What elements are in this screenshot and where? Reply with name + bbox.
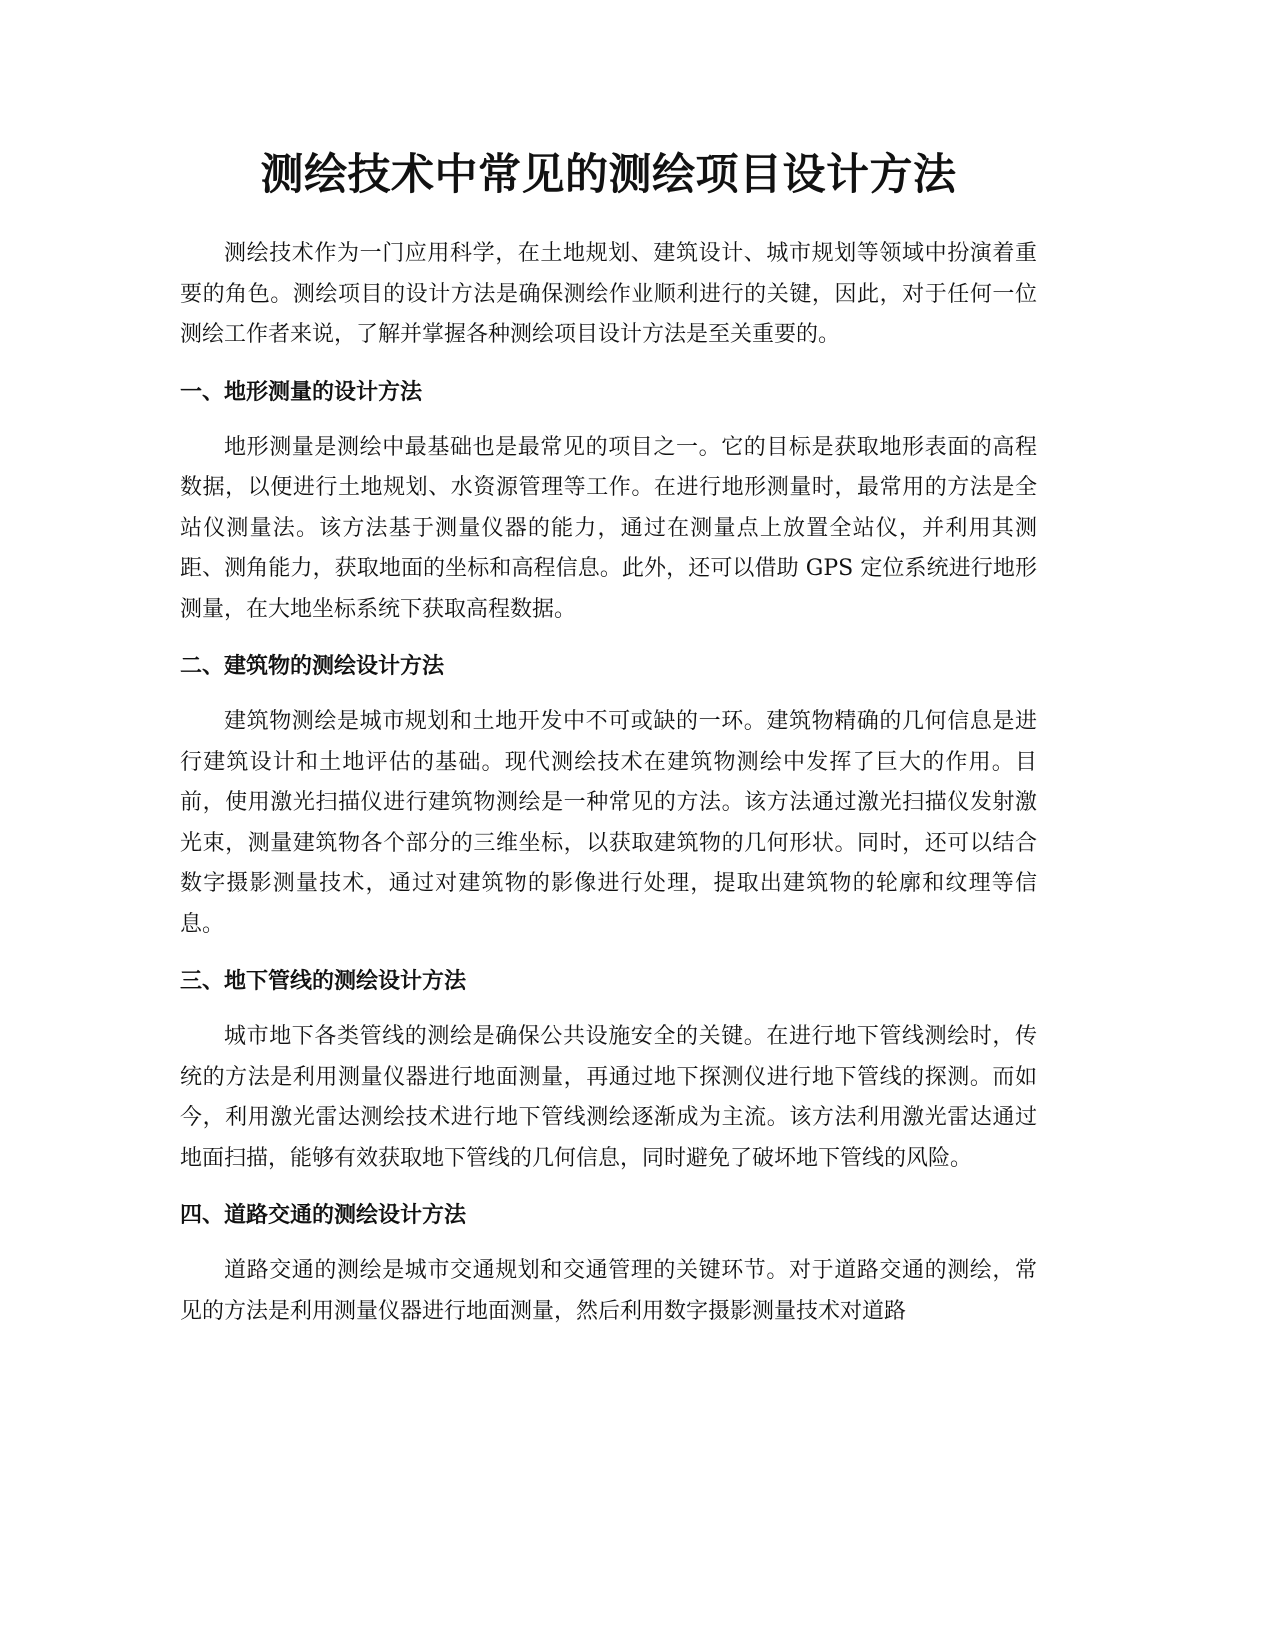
section-2-heading: 二、建筑物的测绘设计方法 (180, 654, 445, 679)
section-1-paragraph: 地形测量是测绘中最基础也是最常见的项目之一。它的目标是获取地形表面的高程数据，以便进行土地规划、水资源管理等工作。在进行地形测量时，最常用的方法是全站仪测量法。该方法基于测量仪器的能力，通过在测量点上放置全站仪，并利用其测距、测角能力，获取地面的坐标和高程信息。此外，还可以借助 GPS 定位系统进行地形测量，在大地坐标系统下获取高程数据。 (180, 434, 1037, 622)
document-body (180, 234, 1037, 1332)
section-4-heading: 四、道路交通的测绘设计方法 (180, 1203, 467, 1228)
section-3-paragraph: 城市地下各类管线的测绘是确保公共设施安全的关键。在进行地下管线测绘时，传统的方法是利用测量仪器进行地面测量，再通过地下探测仪进行地下管线的探测。而如今，利用激光雷达测绘技术进行地下管线测绘逐渐成为主流。该方法利用激光雷达通过地面扫描，能够有效获取地下管线的几何信息，同时避免了破坏地下管线的风险。 (180, 1024, 1037, 1171)
section-1-heading: 一、地形测量的设计方法 (180, 379, 423, 405)
document-title: 测绘技术中常见的测绘项目设计方法 (260, 150, 957, 200)
intro-paragraph: 测绘技术作为一门应用科学，在土地规划、建筑设计、城市规划等领域中扮演着重要的角色。测绘项目的设计方法是确保测绘作业顺利进行的关键，因此，对于任何一位测绘工作者来说，了解并掌握各种测绘项目设计方法是至关重要的。 (180, 241, 1037, 347)
section-2-paragraph: 建筑物测绘是城市规划和土地开发中不可或缺的一环。建筑物精确的几何信息是进行建筑设计和土地评估的基础。现代测绘技术在建筑物测绘中发挥了巨大的作用。目前，使用激光扫描仪进行建筑物测绘是一种常见的方法。该方法通过激光扫描仪发射激光束，测量建筑物各个部分的三维坐标，以获取建筑物的几何形状。同时，还可以结合数字摄影测量技术，通过对建筑物的影像进行处理，提取出建筑物的轮廓和纹理等信息。 (180, 709, 1037, 937)
section-3-heading: 三、地下管线的测绘设计方法 (180, 969, 467, 994)
section-4-paragraph: 道路交通的测绘是城市交通规划和交通管理的关键环节。对于道路交通的测绘，常见的方法是利用测量仪器进行地面测量，然后利用数字摄影测量技术对道路 (180, 1258, 1037, 1324)
